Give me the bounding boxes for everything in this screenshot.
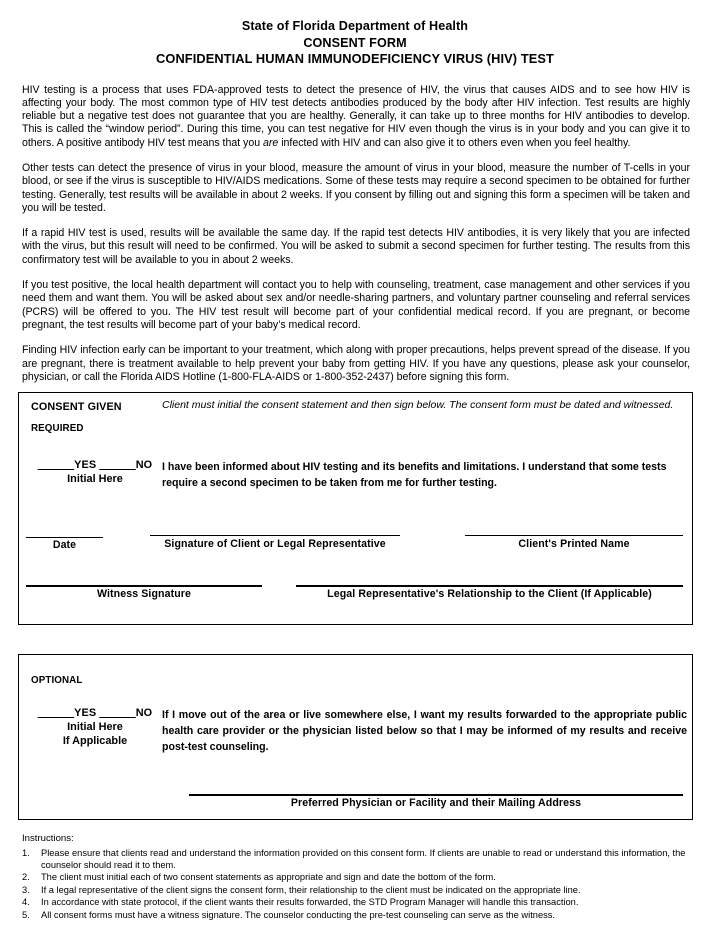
paragraph-2: Other tests can detect the presence of virus in your blood, measure the amount of virus in your blood, measure the number of T-cells in your blood, or see if the virus is susceptible to HIV/AIDS medications. Some of these tests may require a second specimen to be obtained for further testing. Generally, test results will be available in about 2 weeks. If you consent by filling out and signing this form a specimen will be taken and you will be tested.	[22, 161, 690, 214]
instruction-item	[22, 847, 692, 872]
optional-yes-no-row	[27, 707, 163, 719]
consent-yes-initial-blank[interactable]: ______	[37, 459, 75, 471]
paragraph-1	[22, 84, 690, 150]
header-form-title-line: CONFIDENTIAL HUMAN IMMUNODEFICIENCY VIRUS (HIV) TEST	[156, 51, 554, 66]
printed-name-line[interactable]	[465, 535, 683, 536]
optional-yes-no-group	[27, 707, 163, 747]
client-signature-line[interactable]	[150, 535, 400, 536]
instruction-text: All consent forms must have a witness signature. The counselor conducting the pre-test counseling can serve as the witness.	[41, 909, 556, 920]
date-line[interactable]	[26, 537, 103, 538]
instruction-text: The client must initial each of two consent statements as appropriate and sign and date the bottom of the form.	[41, 872, 496, 883]
optional-yes-initial-blank[interactable]: ______	[37, 707, 75, 719]
preferred-physician-line[interactable]	[189, 794, 683, 796]
informational-body	[22, 68, 690, 385]
instruction-number: 1.	[22, 847, 30, 858]
consent-initial-here-label: Initial Here	[67, 473, 123, 485]
header-form-type-line: CONSENT FORM	[303, 35, 407, 50]
consent-given-title: CONSENT GIVEN	[31, 401, 122, 413]
paragraph-1-emphasis: are	[263, 136, 279, 149]
instruction-number: 5.	[22, 909, 30, 920]
consent-yes-label: YES	[74, 459, 97, 471]
instructions-title: Instructions:	[22, 833, 74, 844]
printed-name-caption: Client's Printed Name	[518, 538, 630, 550]
optional-box	[18, 654, 693, 820]
paragraph-3: If a rapid HIV test is used, results will be available the same day. If the rapid test detects HIV antibodies, it is very likely that you are infected with the virus, but this result will need to be confirmed. You will be asked to submit a second specimen for further testing. The results from this confirmatory test will be available to you in about 2 weeks.	[22, 227, 690, 266]
instructions-section	[22, 833, 692, 921]
instruction-item	[22, 884, 692, 896]
paragraph-1-part-a: HIV testing is a process that uses FDA-approved tests to detect the presence of HIV, the virus that causes AIDS and to see how HIV is affecting your body. The most common type of HIV test detects antibodies produced by the body after HIV infection. Test results are highly reliable but a negative test does not guarantee that you are healthy. Generally, it can take up to three months for HIV antibodies to develop. This is called the “window period”. During this time, you can test negative for HIV even though the virus is in your body and you can give it to others. A positive antibody HIV test means that you	[22, 83, 690, 149]
optional-statement-text: If I move out of the area or live somewhere else, I want my results forwarded to the appropriate public health care provider or the physician listed below so that I may be informed of my results and receive post-test counseling.	[162, 709, 687, 753]
consent-yes-no-group	[27, 459, 163, 485]
witness-signature-caption: Witness Signature	[96, 588, 192, 600]
consent-yes-no-row	[27, 459, 163, 471]
consent-given-box	[18, 392, 693, 625]
date-caption: Date	[52, 539, 77, 551]
client-signature-caption: Signature of Client or Legal Representative	[164, 538, 386, 550]
witness-signature-line[interactable]	[26, 585, 262, 587]
instruction-item	[22, 871, 692, 883]
optional-no-initial-blank[interactable]: ______	[99, 707, 136, 719]
instruction-number: 3.	[22, 884, 30, 895]
instruction-number: 2.	[22, 872, 30, 883]
optional-no-label: NO	[135, 707, 153, 719]
legal-rep-relationship-line[interactable]	[296, 585, 683, 587]
optional-yes-label: YES	[74, 707, 97, 719]
client-instruction-note: Client must initial the consent statement and then sign below. The consent form must be dated and witnessed.	[162, 399, 674, 411]
instruction-text: If a legal representative of the client signs the consent form, their relationship to the client must be indicated on the appropriate line.	[41, 884, 581, 895]
optional-if-applicable-label: If Applicable	[62, 735, 128, 747]
legal-rep-relationship-caption: Legal Representative's Relationship to the Client (If Applicable)	[327, 588, 652, 600]
consent-no-label: NO	[135, 459, 153, 471]
instruction-text: In accordance with state protocol, if the client wants their results forwarded, the STD Program Manager will handle this transaction.	[41, 897, 579, 908]
document-header	[0, 0, 710, 68]
optional-initial-here-label: Initial Here	[67, 721, 123, 733]
preferred-physician-caption: Preferred Physician or Facility and their Mailing Address	[290, 797, 582, 809]
consent-no-initial-blank[interactable]: ______	[99, 459, 136, 471]
header-agency-line: State of Florida Department of Health	[241, 19, 469, 33]
instruction-text: Please ensure that clients read and understand the information provided on this consent form. If clients are unable to read or understand this information, the counselor should read it to them.	[41, 847, 686, 870]
paragraph-1-part-b: infected with HIV and can also give it to others even when you feel healthy.	[278, 136, 631, 149]
instruction-item	[22, 896, 692, 908]
instruction-item	[22, 909, 692, 921]
instruction-number: 4.	[22, 897, 30, 908]
optional-title: OPTIONAL	[31, 675, 83, 686]
paragraph-5: Finding HIV infection early can be important to your treatment, which along with proper precautions, helps prevent spread of the disease. If you are pregnant, there is treatment available to help prevent your baby from getting HIV. If you have any questions, please ask your counselor, physician, or call the Florida AIDS Hotline (1-800-FLA-AIDS or 1-800-352-2437) before signing this form.	[22, 344, 690, 383]
consent-statement-text: I have been informed about HIV testing and its benefits and limitations. I understand that some tests require a second specimen to be taken from me for further testing.	[162, 461, 667, 489]
consent-required-label: REQUIRED	[31, 423, 84, 434]
paragraph-4: If you test positive, the local health department will contact you to help with counseling, treatment, case management and other services if you need them and want them. You will be asked about sex and/or needle-sharing partners, and voluntary partner counseling and referral services (PCRS) will be offered to you. The HIV test result will become part of your confidential medical record. If you are pregnant, or become pregnant, the test results will become part of your baby’s medical record.	[22, 279, 690, 331]
